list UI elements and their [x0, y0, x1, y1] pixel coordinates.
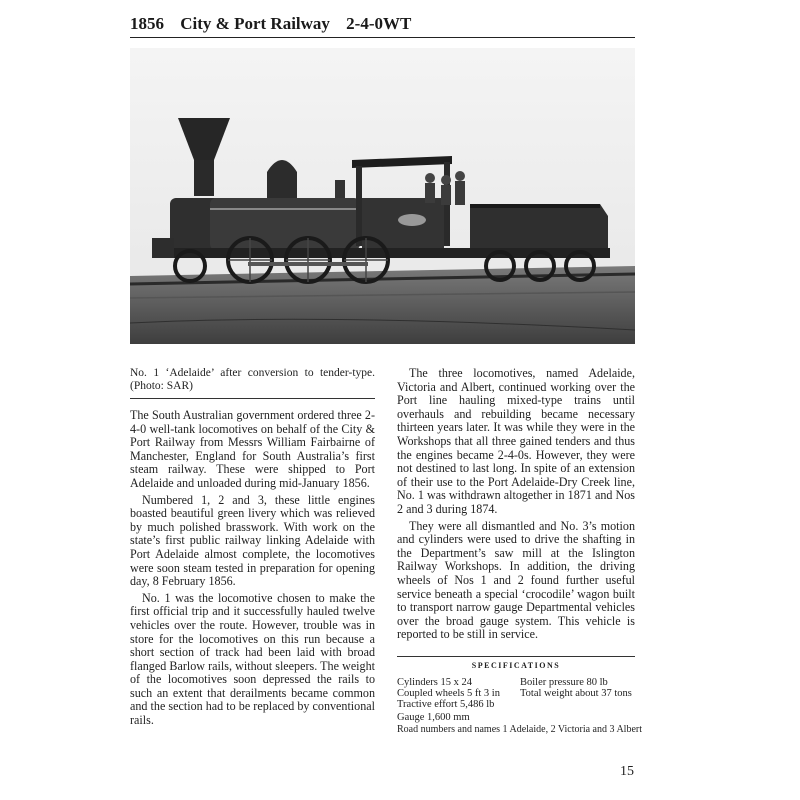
- paragraph: The South Australian government ordered three 2-4-0 well-tank locomotives on behalf of the City & Port Railway from Messrs William Fairbairne of Manchester, England for South Australia’s first steam railway. These were shipped to Port Adelaide and unloaded during mid-January 1856.: [130, 408, 375, 490]
- header-railway-name: City & Port Railway: [180, 14, 330, 33]
- header-wheel-arrangement: 2-4-0WT: [346, 14, 412, 33]
- spec-road-numbers: Road numbers and names 1 Adelaide, 2 Victoria and 3 Albert: [397, 724, 642, 735]
- spec-gauge: Gauge 1,600 mm: [397, 712, 470, 723]
- specifications-title: SPECIFICATIONS: [471, 661, 561, 670]
- paragraph: The three locomotives, named Adelaide, Victoria and Albert, continued working over the Port line hauling mixed-type trains until overhauls and rebuilding became necessary thirteen years later. It was while they were in the Workshops that all three gained tenders and thus the engines became 2-4-0s. However, they were not destined to last long. In spite of an extension of their use to the Port Adelaide-Dry Creek line, No. 1 was withdrawn altogether in 1871 and Nos 2 and 3 during 1874.: [397, 366, 635, 516]
- caption-rule: [130, 398, 375, 399]
- right-column: [397, 367, 635, 645]
- locomotive-photo: [130, 48, 635, 344]
- spec-total-weight: Total weight about 37 tons: [520, 688, 632, 699]
- paragraph: They were all dismantled and No. 3’s motion and cylinders were used to drive the shafting in the Department’s saw mill at the Islington Railway Workshops. In addition, the driving wheels of Nos 1 and 2 found further useful service beneath a special ‘crocodile’ wagon built to transport narrow gauge Departmental vehicles over the broad gauge system. This vehicle is reported to be still in service.: [397, 518, 635, 642]
- header-year: 1856: [130, 14, 164, 33]
- spec-tractive-effort: Tractive effort 5,486 lb: [397, 699, 495, 710]
- paragraph: Numbered 1, 2 and 3, these little engines boasted beautiful green livery which was relieved by much polished brasswork. With work on the state’s first public railway linking Adelaide with Port Adelaide almost complete, the locomotives were soon steam tested in preparation for opening day, 8 February 1856.: [130, 492, 375, 589]
- paragraph: No. 1 was the locomotive chosen to make the first official trip and it successfully hauled twelve vehicles over the route. However, trouble was in store for the locomotives on this run because a short section of track had been laid with broad flanged Barlow rails, without sleepers. The weight of the locomotives soon depressed the rails to such an extent that derailments became common and the section had to be replaced by conventional rails.: [130, 590, 375, 728]
- photo-caption: No. 1 ‘Adelaide’ after conversion to tender-type. (Photo: SAR): [130, 367, 375, 392]
- spec-cylinders: Cylinders 15 x 24: [397, 677, 472, 688]
- header-rule: [130, 37, 635, 38]
- specifications-rule: [397, 656, 635, 657]
- page-number: 15: [620, 764, 634, 779]
- spec-coupled-wheels: Coupled wheels 5 ft 3 in: [397, 688, 500, 699]
- spec-boiler-pressure: Boiler pressure 80 lb: [520, 677, 608, 688]
- left-column: [130, 409, 375, 731]
- page-header: [130, 14, 635, 34]
